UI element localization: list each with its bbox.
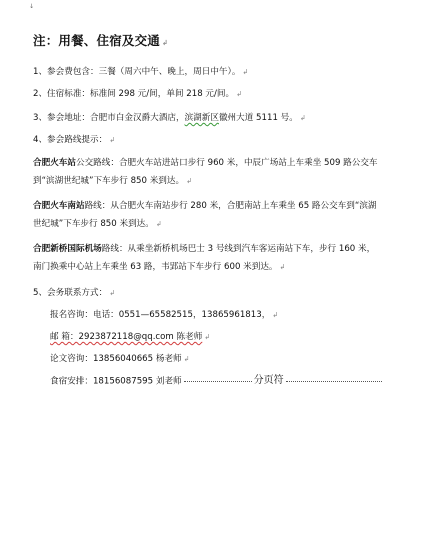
page-break-label: 分页符 <box>253 375 284 386</box>
section-heading <box>33 31 168 49</box>
paragraph-mark-icon: ↲ <box>155 220 162 228</box>
route-text: 公交路线：合肥火车站进站口步行 960 米，中辰广场站上车乘坐 509 路公交车到“滨湖世纪城”下车步行 850 米到达。 <box>33 158 378 186</box>
meal-item: 1、参会费包含：三餐（周六中午、晚上，周日中午）。 ↲ <box>33 67 249 77</box>
route-title: 合肥火车南站 <box>33 201 85 211</box>
contact-heading: 5、会务联系方式： ↲ <box>33 288 116 298</box>
paragraph-mark-icon: ↓ <box>29 3 35 10</box>
paragraph-mark-icon: ↲ <box>272 311 279 319</box>
venue-item: 3、参会地址：合肥市白金汉爵大酒店，滨湖新区徽州大道 5111 号。 ↲ <box>33 113 306 123</box>
route-hint-item: 4、参会路线提示： ↲ <box>33 135 116 145</box>
paragraph-mark-icon: ↲ <box>162 39 169 47</box>
paragraph-mark-icon: ↲ <box>183 355 190 363</box>
venue-district: 滨湖新区 <box>184 113 219 123</box>
route-text: 路线：从合肥火车南站步行 280 米，合肥南站上车乘坐 65 路公交车到“滨湖世纪城”下车步行 850 米到达。 <box>33 201 377 229</box>
paragraph-mark-icon: ↲ <box>204 333 211 341</box>
page-break-line <box>286 381 382 382</box>
contact-lodging: 食宿安排：18156087595 刘老师 分页符 <box>50 372 384 391</box>
page-break-line <box>184 381 252 382</box>
contact-paper: 论文咨询：13856040665 杨老师 ↲ <box>50 354 190 364</box>
train-station-route <box>33 154 378 190</box>
paragraph-mark-icon: ↲ <box>109 136 116 144</box>
paragraph-mark-icon: ↲ <box>109 289 116 297</box>
airport-route <box>33 240 378 276</box>
contact-email: 邮 箱：2923872118@qq.com 陈老师 ↲ <box>50 332 211 342</box>
route-title: 合肥新桥国际机场 <box>33 244 102 254</box>
paragraph-mark-icon: ↲ <box>279 263 286 271</box>
route-text: 路线：从乘坐新桥机场巴士 3 号线到汽车客运南站下车，步行 160 米，南门换乘中心站上车乘坐 63 路，韦郢站下车步行 600 米到达。 <box>33 244 376 272</box>
heading-text: 注：用餐、住宿及交通 <box>33 33 161 48</box>
paragraph-mark-icon: ↲ <box>186 177 192 185</box>
paragraph-mark-icon: ↲ <box>299 114 306 122</box>
route-title: 合肥火车站 <box>33 158 76 168</box>
south-station-route <box>33 197 378 233</box>
paragraph-mark-icon: ↲ <box>236 90 242 98</box>
contact-registration: 报名咨询：电话：0551—65582515，13865961813， ↲ <box>50 310 279 320</box>
lodging-item: 2、住宿标准：标准间 298 元/间，单间 218 元/间。 ↲ <box>33 89 242 99</box>
paragraph-mark-icon: ↲ <box>242 68 249 76</box>
